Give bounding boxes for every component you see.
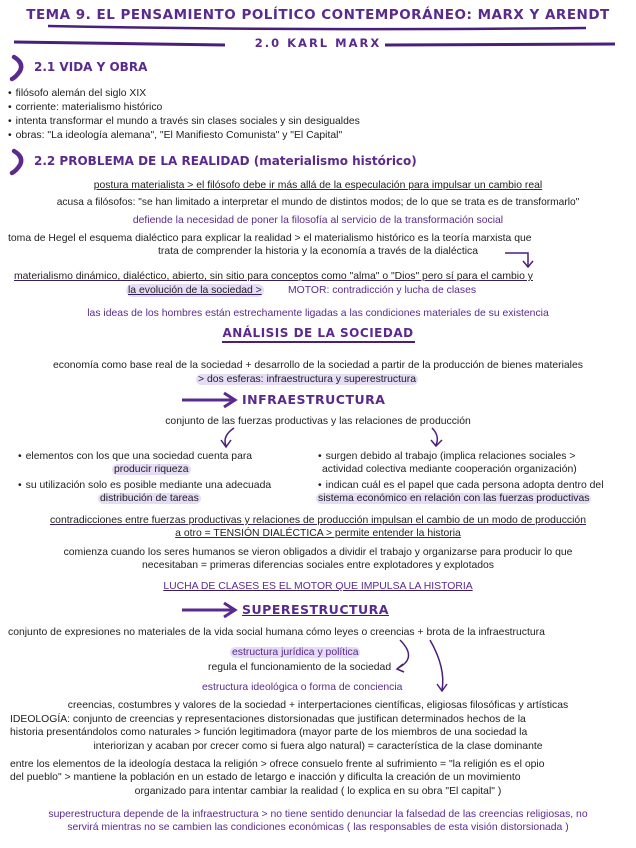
text-line: organizado para intentar cambiar la realidad ( lo explica en su obra "El capital" ) [134,786,502,797]
text-line: estructura ideológica o forma de conciencia [202,682,403,693]
highlight: estructura jurídica y política [232,647,359,658]
text-line: actividad colectiva mediante cooperación organización) [322,464,577,475]
text-line: del pueblo" > mantiene la población en un estado de letargo e inacción y dificulta la creación de un movimiento [10,772,521,783]
text-line: materialismo dinámico, dialéctico, abierto, sin sitio para conceptos como "alma" o "Dios" pero sí para el cambio y [14,271,533,282]
text-line [230,646,360,659]
highlight: > dos esferas: infraestructura y superestructura [198,374,417,385]
list-item: • elementos con los que una sociedad cuenta para [18,450,252,463]
text-line: entre los elementos de la ideología destaca la religión > ofrece consuelo frente al sufrimiento = "la religión es el opio [10,759,545,770]
text-line: comienza cuando los seres humanos se vieron obligados a dividir el trabajo y organizarse para producir lo que [63,547,573,558]
text-line: defiende la necesidad de poner la filosofía al servicio de la transformación social [132,215,504,226]
list-item: • su utilización solo es posible mediante una adecuada [18,479,271,492]
text-line: contradicciones entre fuerzas productivas y relaciones de producción impulsan el cambio de un modo de producción [49,515,586,526]
text-line [196,373,418,386]
list-item: • intenta transformar el mundo a través sin clases sociales y sin desigualdes [8,115,360,128]
section-heading-realidad: 2.2 PROBLEMA DE LA REALIDAD (materialismo histórico) [34,154,417,168]
text-line [98,492,201,505]
text-line: toma de Hegel el esquema dialéctico para explicar la realidad > el materialismo histórico es la teoría marxista que [8,233,532,244]
text-line: regula el funcionamiento de la sociedad [208,662,392,673]
text-line: IDEOLOGÍA: conjunto de creencias y representaciones distorsionadas que justifican determinados hechos de la [10,714,526,725]
text-line: historia presentándolos como naturales > función legitimadora (mayor parte de los miembros de una sociedad la [10,727,528,738]
list-item: • surgen debido al trabajo (implica relaciones sociales > [318,450,575,463]
arrow-icon [430,640,443,690]
bracket-icon [12,57,21,79]
list-item: • obras: "La ideología alemana", "El Manifiesto Comunista" y "El Capital" [8,129,342,142]
text-line: las ideas de los hombres están estrechamente ligadas a las condiciones materiales de su existencia [87,308,549,319]
text-line [316,492,591,505]
list-item: • indican cuál es el papel que cada persona adopta dentro del [318,479,604,492]
super-heading: SUPERESTRUCTURA [242,602,389,617]
highlight: sistema económico en relación con las fuerzas productivas [318,493,590,504]
bracket-icon [12,151,21,173]
text-line: a otro = TENSIÓN DIALÉCTICA > permite entender la historia [175,528,461,539]
highlight: distribución de tareas [100,493,199,504]
title-underline [48,26,586,29]
text-line: creencias, costumbres y valores de la sociedad + interpertaciones científicas, eligiosas filosóficas y artísticas [67,700,569,711]
text-line [112,463,191,476]
text-line: trata de comprender la historia y la economía a través de la dialéctica [158,246,478,257]
section-heading-vida: 2.1 VIDA Y OBRA [34,60,148,74]
text-line: acusa a filósofos: "se han limitado a interpretar el mundo de distintos modos; de lo que se trata es de transformarlo" [56,197,580,208]
highlight: producir riqueza [114,464,189,475]
text-line: conjunto de expresiones no materiales de la vida social humana cómo leyes o creencias + brota de la infraestructura [8,627,545,638]
page-title: TEMA 9. EL PENSAMIENTO POLÍTICO CONTEMPORÁNEO: MARX Y ARENDT [26,7,610,23]
text-line: servirá mientras no se cambien las condiciones económicas ( las responsables de esta visión distorsionada ) [67,822,569,833]
text-line: superestructura depende de la infraestructura > no tiene sentido denunciar la falsedad de las creencias religiosas, no [48,809,588,820]
text-line: LUCHA DE CLASES ES EL MOTOR QUE IMPULSA LA HISTORIA [163,581,473,592]
section-title: 2.0 KARL MARX [254,36,382,50]
infra-heading: INFRAESTRUCTURA [242,392,386,407]
text-line: economía como base real de la sociedad + desarrollo de la sociedad a partir de la producción de bienes materiales [53,360,583,371]
analysis-heading: ANÁLISIS DE LA SOCIEDAD [222,326,414,340]
text-line: la evolución de la sociedad > [128,285,262,296]
arrow-icon [398,640,409,668]
list-item: • corriente: materialismo histórico [8,101,162,114]
text-line: postura materialista > el filósofo debe ir más allá de la especulación para impulsar un cambio real [93,180,543,191]
text-line: MOTOR: contradicción y lucha de clases [288,285,477,296]
text-line: interiorizan y acaban por crecer como si fuera algo natural) = característica de la clase dominante [93,741,543,752]
list-item: • filósofo alemán del siglo XIX [8,87,146,100]
text-line: conjunto de las fuerzas productivas y las relaciones de producción [165,416,471,427]
text-line: necesitaban = primeras diferencias sociales entre explotadores y explotados [141,560,495,571]
